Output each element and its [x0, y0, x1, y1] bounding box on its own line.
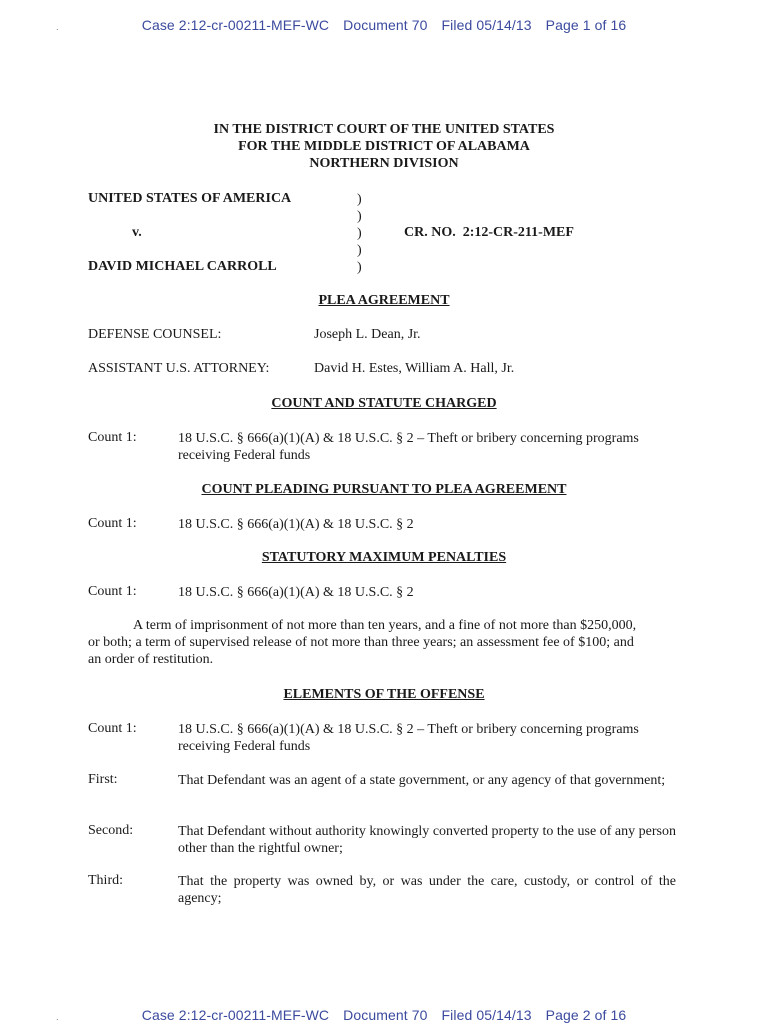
element-label-first: First:	[88, 772, 118, 787]
penalties-paragraph-line3: an order of restitution.	[88, 652, 214, 667]
count-statute-text: 18 U.S.C. § 666(a)(1)(A) & 18 U.S.C. § 2 – Theft or bribery concerning programs receiving Federal funds	[178, 431, 639, 463]
penalties-paragraph-line1: A term of imprisonment of not more than ten years, and a fine of not more than $250,000,	[133, 618, 637, 633]
count-label: Count 1:	[88, 516, 137, 531]
count-label: Count 1:	[88, 721, 137, 736]
caption-paren: )	[357, 192, 362, 207]
section-heading-penalties: STATUTORY MAXIMUM PENALTIES	[261, 550, 507, 565]
caption-paren: )	[357, 243, 362, 258]
caption-paren: )	[357, 226, 362, 241]
defense-counsel-label: DEFENSE COUNSEL:	[88, 327, 222, 342]
footer-filed-date: Filed 05/14/13	[441, 1007, 532, 1023]
ausa-label: ASSISTANT U.S. ATTORNEY:	[88, 361, 270, 376]
header-page: Page 1 of 16	[545, 17, 627, 33]
defendant-name: DAVID MICHAEL CARROLL	[88, 259, 277, 274]
court-name-line2: FOR THE MIDDLE DISTRICT OF ALABAMA	[238, 139, 530, 154]
defense-counsel-name: Joseph L. Dean, Jr.	[314, 327, 421, 342]
caption-paren: )	[357, 209, 362, 224]
count-label: Count 1:	[88, 584, 137, 599]
margin-mark: .	[56, 22, 59, 32]
case-number: CR. NO. 2:12-CR-211-MEF	[404, 225, 574, 240]
court-division: NORTHERN DIVISION	[309, 156, 459, 171]
footer-case-number: Case 2:12-cr-00211-MEF-WC	[141, 1007, 330, 1023]
element-label-third: Third:	[88, 873, 123, 888]
count-statute-text: 18 U.S.C. § 666(a)(1)(A) & 18 U.S.C. § 2	[178, 585, 414, 600]
count-statute-text: 18 U.S.C. § 666(a)(1)(A) & 18 U.S.C. § 2 – Theft or bribery concerning programs receiving Federal funds	[178, 722, 639, 754]
versus: v.	[132, 225, 142, 240]
element-text-first: That Defendant was an agent of a state government, or any agency of that government;	[178, 773, 666, 788]
section-heading-pleading: COUNT PLEADING PURSUANT TO PLEA AGREEMENT	[201, 482, 567, 497]
footer-document: Document 70	[343, 1007, 428, 1023]
element-text-second: That Defendant without authority knowingly converted property to the use of any person other than the rightful owner;	[178, 824, 676, 856]
header-case-number: Case 2:12-cr-00211-MEF-WC	[141, 17, 330, 33]
section-heading-charged: COUNT AND STATUTE CHARGED	[271, 396, 497, 411]
caption-paren: )	[357, 260, 362, 275]
footer-page: Page 2 of 16	[545, 1007, 627, 1023]
count-label: Count 1:	[88, 430, 137, 445]
ausa-names: David H. Estes, William A. Hall, Jr.	[314, 361, 515, 376]
header-filed-date: Filed 05/14/13	[441, 17, 532, 33]
header-document: Document 70	[343, 17, 428, 33]
count-statute-text: 18 U.S.C. § 666(a)(1)(A) & 18 U.S.C. § 2	[178, 517, 414, 532]
margin-mark: .	[56, 1012, 59, 1022]
ecf-header	[0, 17, 768, 33]
penalties-paragraph-line2: or both; a term of supervised release of not more than three years; an assessment fee of $100; and	[88, 635, 634, 650]
plaintiff-name: UNITED STATES OF AMERICA	[88, 191, 292, 206]
section-heading-elements: ELEMENTS OF THE OFFENSE	[283, 687, 485, 702]
ecf-footer	[0, 1007, 768, 1023]
element-label-second: Second:	[88, 823, 134, 838]
document-title: PLEA AGREEMENT	[318, 293, 450, 308]
element-text-third: That the property was owned by, or was under the care, custody, or control of the agency;	[178, 874, 676, 906]
court-name-line1: IN THE DISTRICT COURT OF THE UNITED STATES	[213, 122, 555, 137]
